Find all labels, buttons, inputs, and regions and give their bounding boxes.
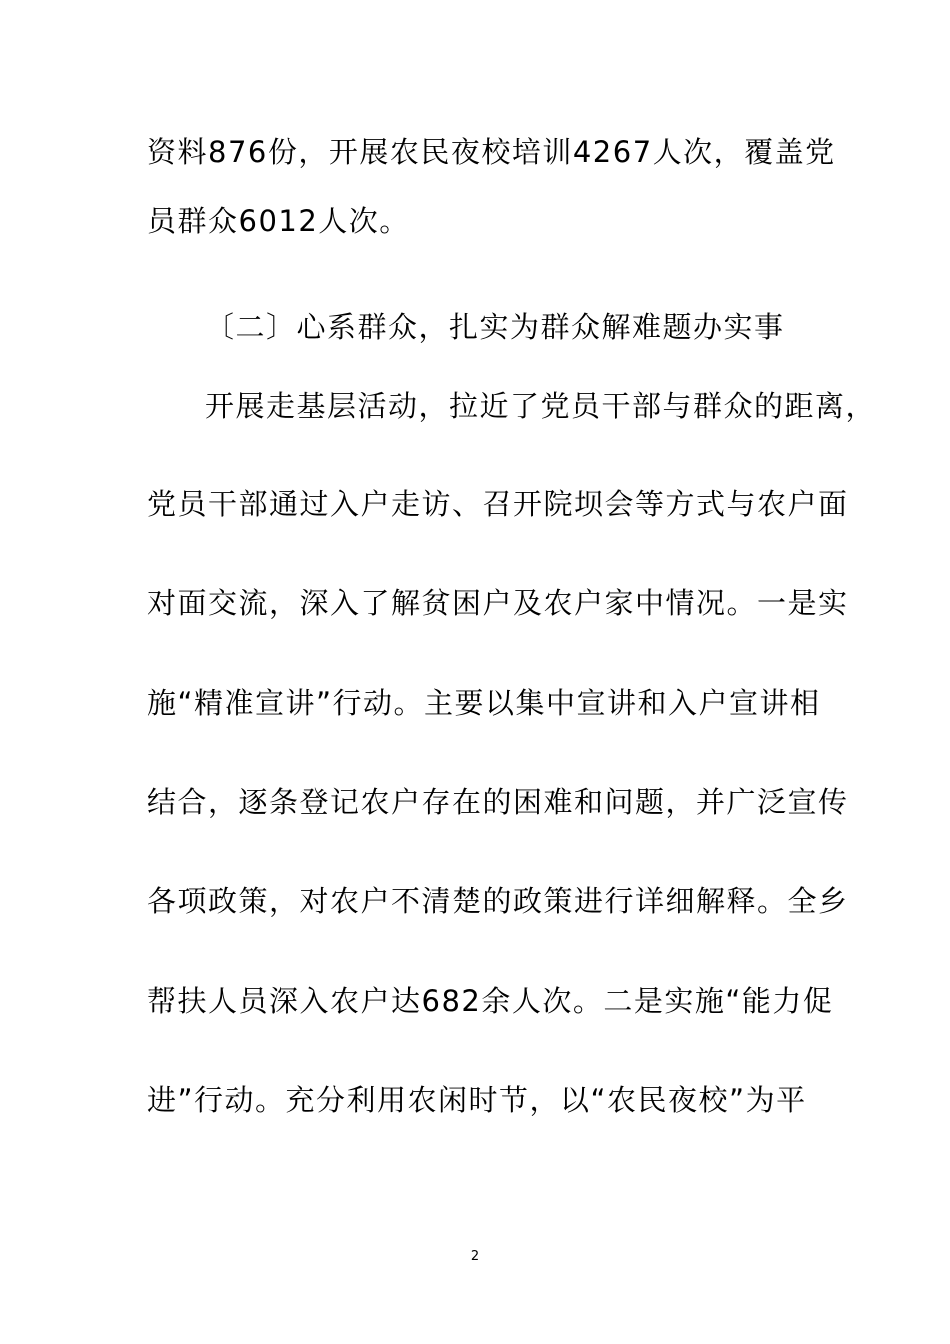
body-text-line: 各项政策，对农户不清楚的政策进行详细解释。全乡	[147, 884, 849, 918]
body-text-line: 开展走基层活动，拉近了党员干部与群众的距离，	[205, 389, 877, 423]
body-text-line: 结合，逐条登记农户存在的困难和问题，并广泛宣传	[147, 785, 849, 819]
body-text-line: 施“精准宣讲”行动。主要以集中宣讲和入户宣讲相	[147, 686, 821, 720]
body-text-line: 资料876份，开展农民夜校培训4267人次，覆盖党	[147, 135, 836, 169]
body-text-line: 员群众6012人次。	[147, 204, 410, 238]
body-text-line: 对面交流，深入了解贫困户及农户家中情况。一是实	[147, 586, 849, 620]
page-number: 2	[470, 1249, 480, 1264]
section-heading: 〔二〕心系群众，扎实为群众解难题办实事	[205, 310, 785, 344]
body-text-line: 党员干部通过入户走访、召开院坝会等方式与农户面	[147, 487, 849, 521]
body-text-line: 帮扶人员深入农户达682余人次。二是实施“能力促	[147, 984, 834, 1018]
body-text-line: 进”行动。充分利用农闲时节，以“农民夜校”为平	[147, 1083, 807, 1117]
